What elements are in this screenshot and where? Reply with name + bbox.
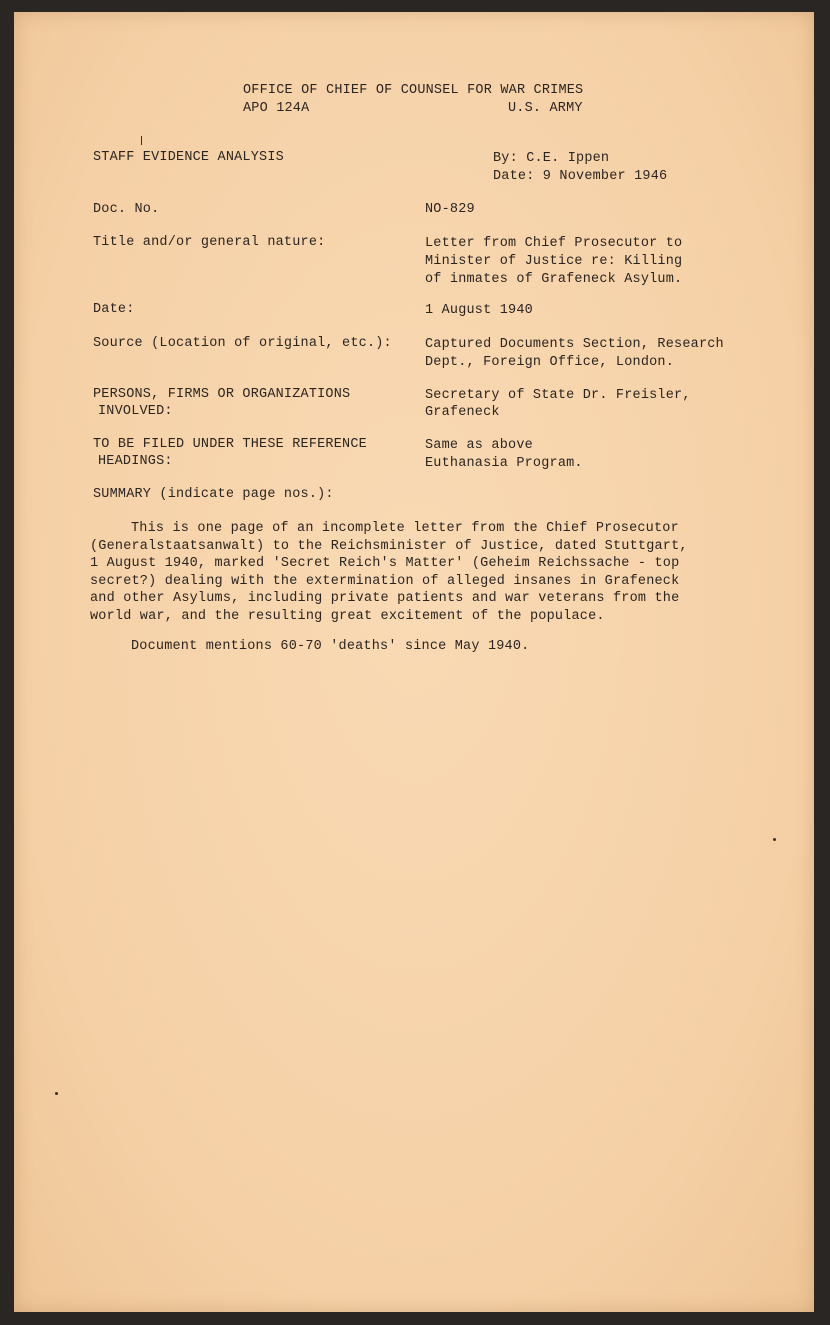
persons-label-line: INVOLVED: (98, 404, 173, 419)
title-value-line: Letter from Chief Prosecutor to (425, 236, 683, 251)
scan-speck (773, 838, 776, 841)
title-value-line: Minister of Justice re: Killing (425, 254, 683, 269)
doc-no-value: NO-829 (425, 202, 475, 217)
office-heading: OFFICE OF CHIEF OF COUNSEL FOR WAR CRIMES (243, 83, 584, 98)
date-value: 1 August 1940 (425, 303, 533, 318)
analysis-title: STAFF EVIDENCE ANALYSIS (93, 150, 284, 165)
persons-value-line: Secretary of State Dr. Freisler, (425, 388, 691, 403)
scan-speck (141, 136, 142, 145)
summary-note: Document mentions 60-70 'deaths' since May 1940. (131, 639, 530, 654)
army-label: U.S. ARMY (508, 101, 583, 116)
doc-no-label: Doc. No. (93, 202, 160, 217)
filed-value-line: Same as above (425, 438, 533, 453)
scan-speck (55, 1092, 58, 1095)
persons-value-line: Grafeneck (425, 405, 500, 420)
author-line: By: C.E. Ippen (493, 151, 610, 166)
summary-paragraph: This is one page of an incomplete letter from the Chief Prosecutor (Generalstaatsanwalt) to the Reichsminister of Justice, dated Stuttgart, 1 August 1940, marked 'Secret Reich's Matter' (Geheim Reichssache - top secret?) dealing with the extermination of alleged insanes in Grafeneck and other Asylums, including private patients and war veterans from the world war, and the resulting great excitement of the populace. (90, 521, 688, 624)
source-value-line: Captured Documents Section, Research (425, 337, 724, 352)
document-page (14, 12, 814, 1312)
analysis-date: Date: 9 November 1946 (493, 169, 668, 184)
date-label: Date: (93, 302, 135, 317)
title-label: Title and/or general nature: (93, 235, 326, 250)
filed-label-line: HEADINGS: (98, 454, 173, 469)
title-value-line: of inmates of Grafeneck Asylum. (425, 272, 683, 287)
summary-label: SUMMARY (indicate page nos.): (93, 487, 334, 502)
persons-label-line: PERSONS, FIRMS OR ORGANIZATIONS (93, 387, 351, 402)
source-value-line: Dept., Foreign Office, London. (425, 355, 675, 370)
filed-label-line: TO BE FILED UNDER THESE REFERENCE (93, 437, 367, 452)
apo-number: APO 124A (243, 101, 310, 116)
filed-value-line: Euthanasia Program. (425, 456, 583, 471)
source-label: Source (Location of original, etc.): (93, 336, 392, 351)
